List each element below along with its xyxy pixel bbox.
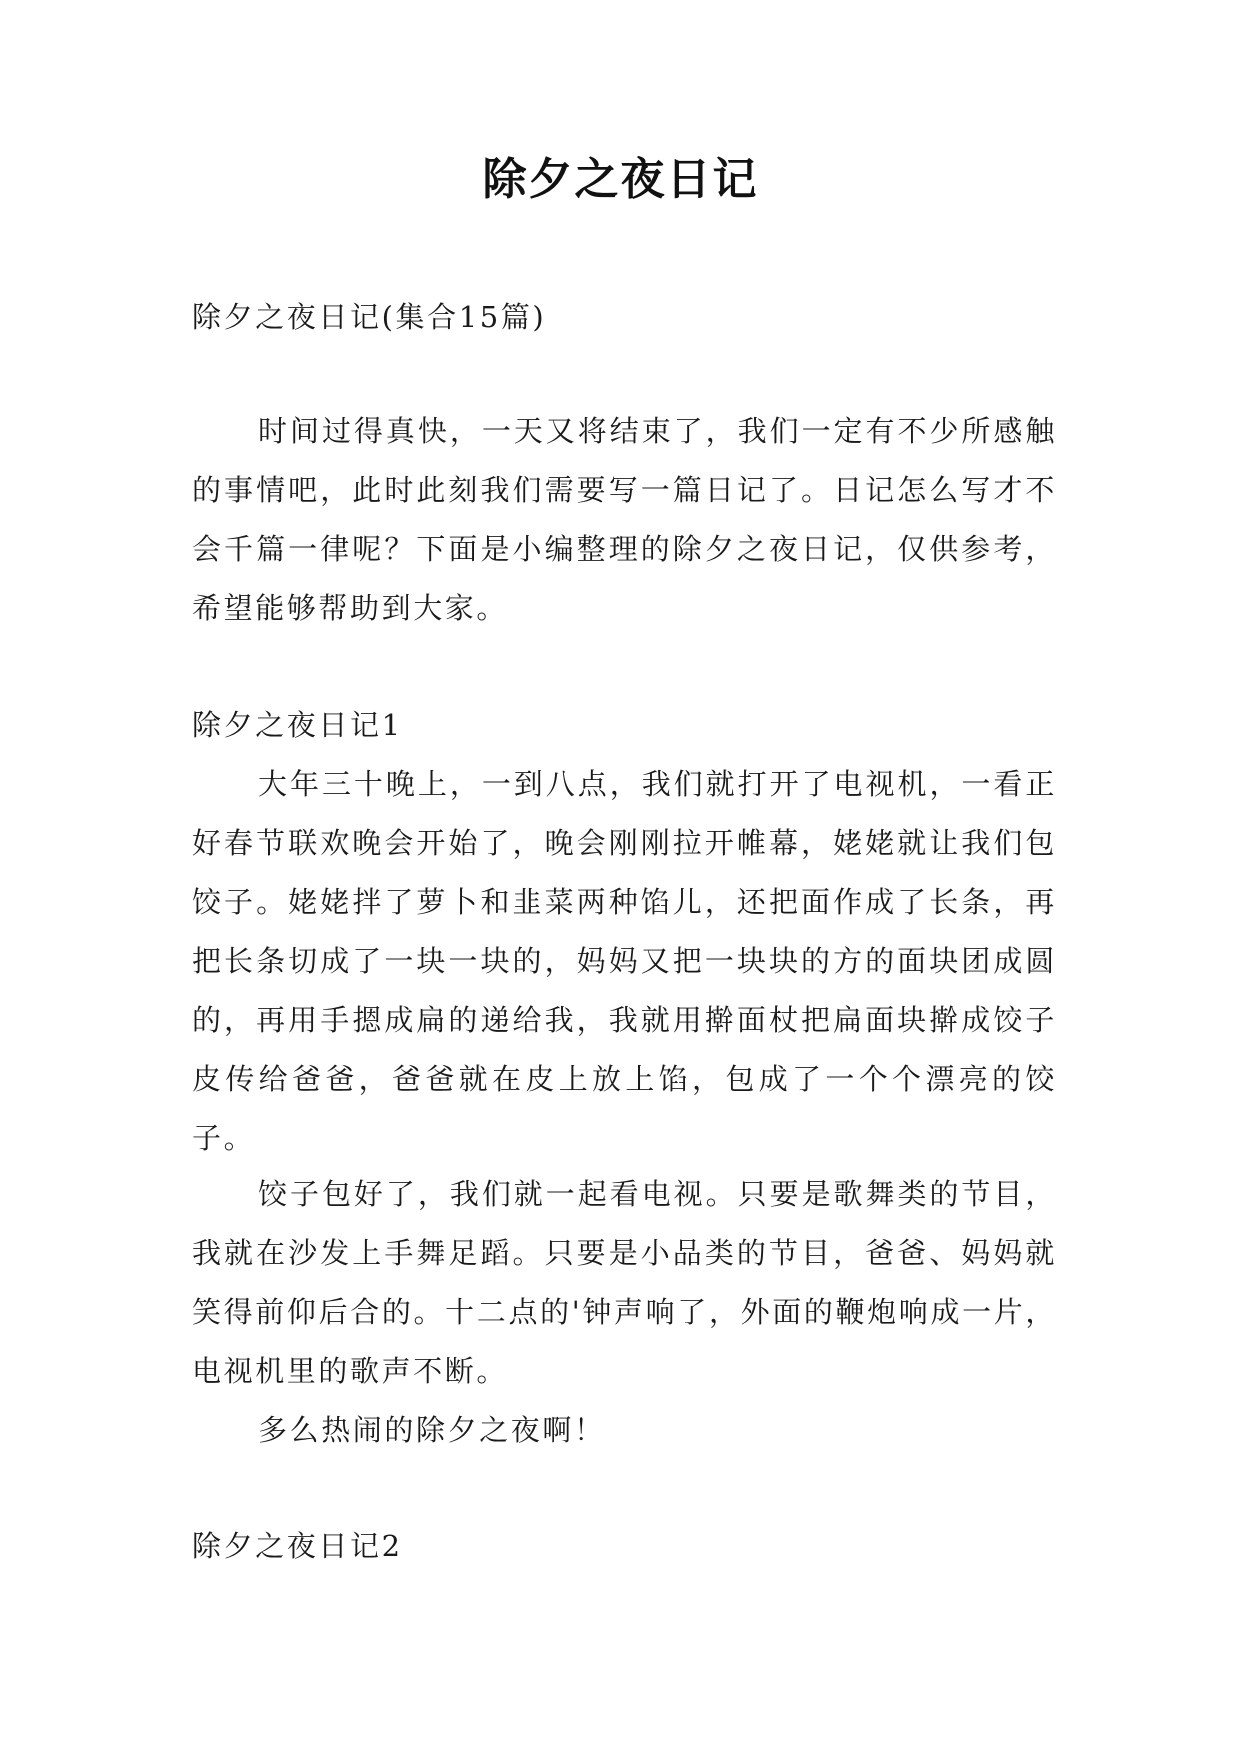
diary-1-paragraph-1: 大年三十晚上，一到八点，我们就打开了电视机，一看正好春节联欢晚会开始了，晚会刚刚拉开帷幕，姥姥就让我们包饺子。姥姥拌了萝卜和韭菜两种馅儿，还把面作成了长条，再把长条切成了一块一块的，妈妈又把一块块的方的面块团成圆的，再用手摁成扁的递给我，我就用擀面杖把扁面块擀成饺子皮传给爸爸，爸爸就在皮上放上馅，包成了一个个漂亮的饺子。 [192, 767, 1057, 1155]
document-title: 除夕之夜日记 [482, 154, 759, 205]
diary-1-heading: 除夕之夜日记1 [192, 708, 403, 742]
diary-1-paragraph-2: 饺子包好了，我们就一起看电视。只要是歌舞类的节目，我就在沙发上手舞足蹈。只要是小品类的节目，爸爸、妈妈就笑得前仰后合的。十二点的'钟声响了，外面的鞭炮响成一片，电视机里的歌声不断。 [192, 1177, 1057, 1388]
diary-1-paragraph-3: 多么热闹的除夕之夜啊！ [258, 1413, 606, 1447]
diary-2-heading: 除夕之夜日记2 [192, 1529, 403, 1563]
intro-paragraph: 时间过得真快，一天又将结束了，我们一定有不少所感触的事情吧，此时此刻我们需要写一篇日记了。日记怎么写才不会千篇一律呢？下面是小编整理的除夕之夜日记，仅供参考，希望能够帮助到大家。 [192, 414, 1057, 625]
document-subtitle: 除夕之夜日记(集合15篇) [192, 300, 547, 334]
